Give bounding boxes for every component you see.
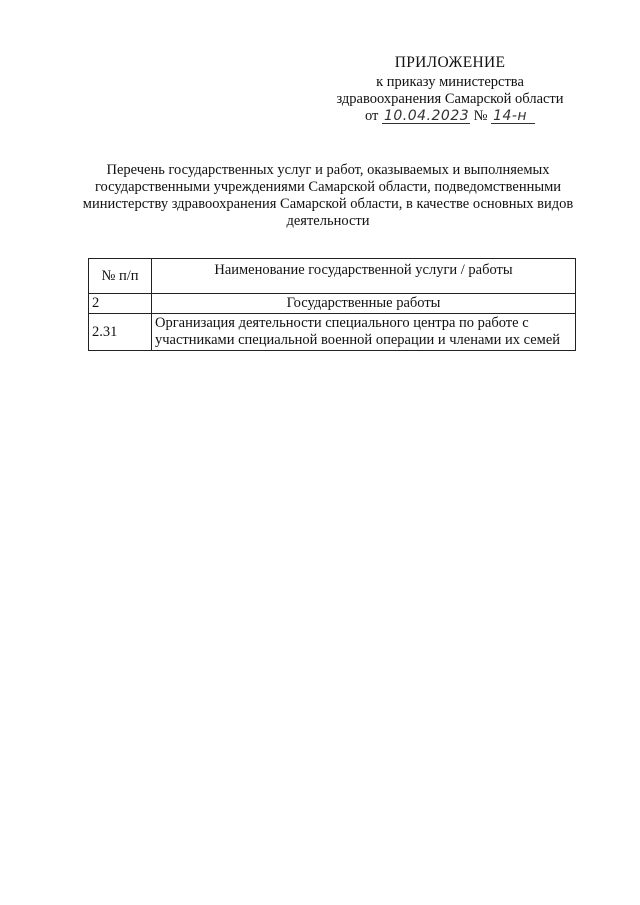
row-number: 2 xyxy=(89,294,152,314)
document-title: Перечень государственных услуг и работ, оказываемых и выполняемых государственными учреждениями Самарской области, подведомственными министерству здравоохранения Самарской области, в качестве основных видов деятельности xyxy=(82,162,574,229)
row-number: 2.31 xyxy=(89,314,152,351)
appendix-block xyxy=(300,54,600,125)
header-number: № п/п xyxy=(89,259,152,294)
table-row xyxy=(89,294,576,314)
handwritten-date: 10.04.2023 xyxy=(383,108,470,124)
header-name: Наименование государственной услуги / работы xyxy=(152,259,576,294)
table-row xyxy=(89,314,576,351)
appendix-line-2: здравоохранения Самарской области xyxy=(336,91,564,107)
row-name: Государственные работы xyxy=(152,294,576,314)
order-date-number-line xyxy=(300,108,600,125)
handwritten-number: 14-н xyxy=(491,109,535,124)
from-label: от xyxy=(364,108,379,124)
number-label: № xyxy=(473,108,488,124)
table-header-row xyxy=(89,259,576,294)
appendix-line-1: к приказу министерства xyxy=(376,74,524,90)
row-name: Организация деятельности специального центра по работе с участниками специальной военной операции и членами их семей xyxy=(152,314,576,351)
services-table xyxy=(88,258,576,351)
appendix-heading: ПРИЛОЖЕНИЕ xyxy=(394,54,506,71)
